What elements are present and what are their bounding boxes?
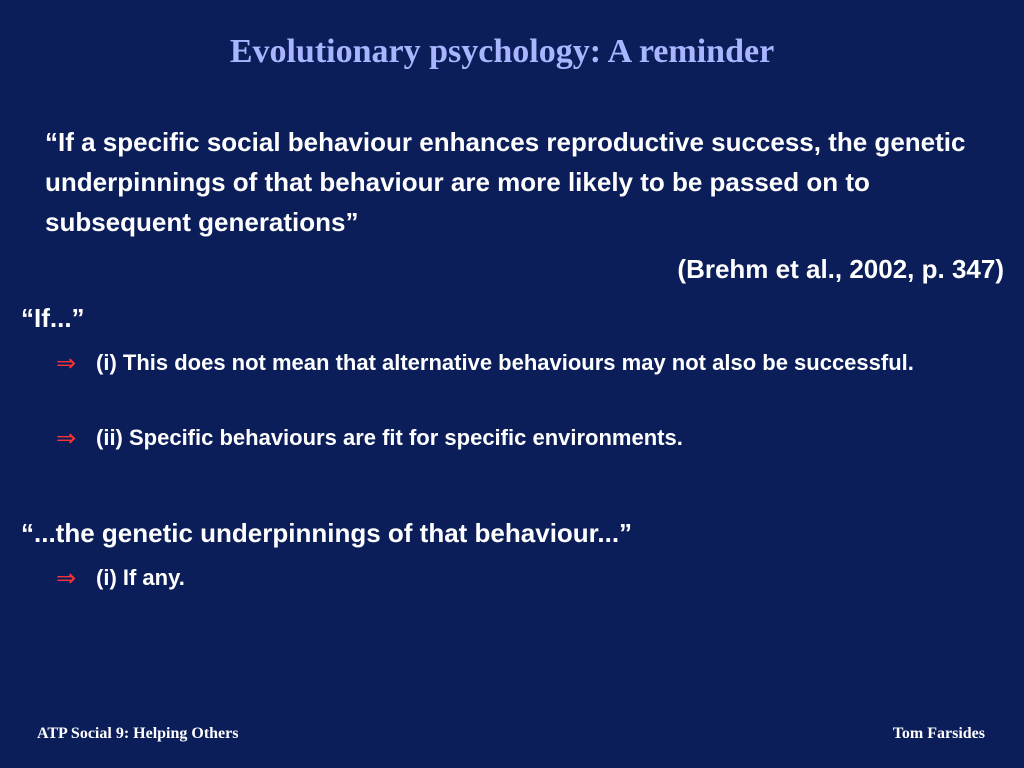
bullet-text: (ii) Specific behaviours are fit for specific environments. xyxy=(96,425,683,450)
bullet-text: (i) If any. xyxy=(96,565,185,590)
slide-title: Evolutionary psychology: A reminder xyxy=(229,33,775,70)
footer-course-title: ATP Social 9: Helping Others xyxy=(37,725,239,742)
quote-citation: (Brehm et al., 2002, p. 347) xyxy=(677,254,1004,284)
double-arrow-right-icon: ⇒ xyxy=(56,424,77,452)
section-heading-if: “If...” xyxy=(21,303,85,333)
double-arrow-right-icon: ⇒ xyxy=(56,349,77,377)
bullet-item xyxy=(56,421,1001,455)
bullet-text: (i) This does not mean that alternative behaviours may not also be successful. xyxy=(96,350,914,375)
bullet-item xyxy=(56,346,1001,380)
double-arrow-right-icon: ⇒ xyxy=(56,564,77,592)
bullet-item xyxy=(56,561,1001,595)
footer-author: Tom Farsides xyxy=(892,725,985,742)
quote-text: “If a specific social behaviour enhances reproductive success, the genetic underpinnings of that behaviour are more likely to be passed on to subsequent generations” xyxy=(45,127,966,237)
section-heading-genetic: “...the genetic underpinnings of that behaviour...” xyxy=(21,518,633,548)
